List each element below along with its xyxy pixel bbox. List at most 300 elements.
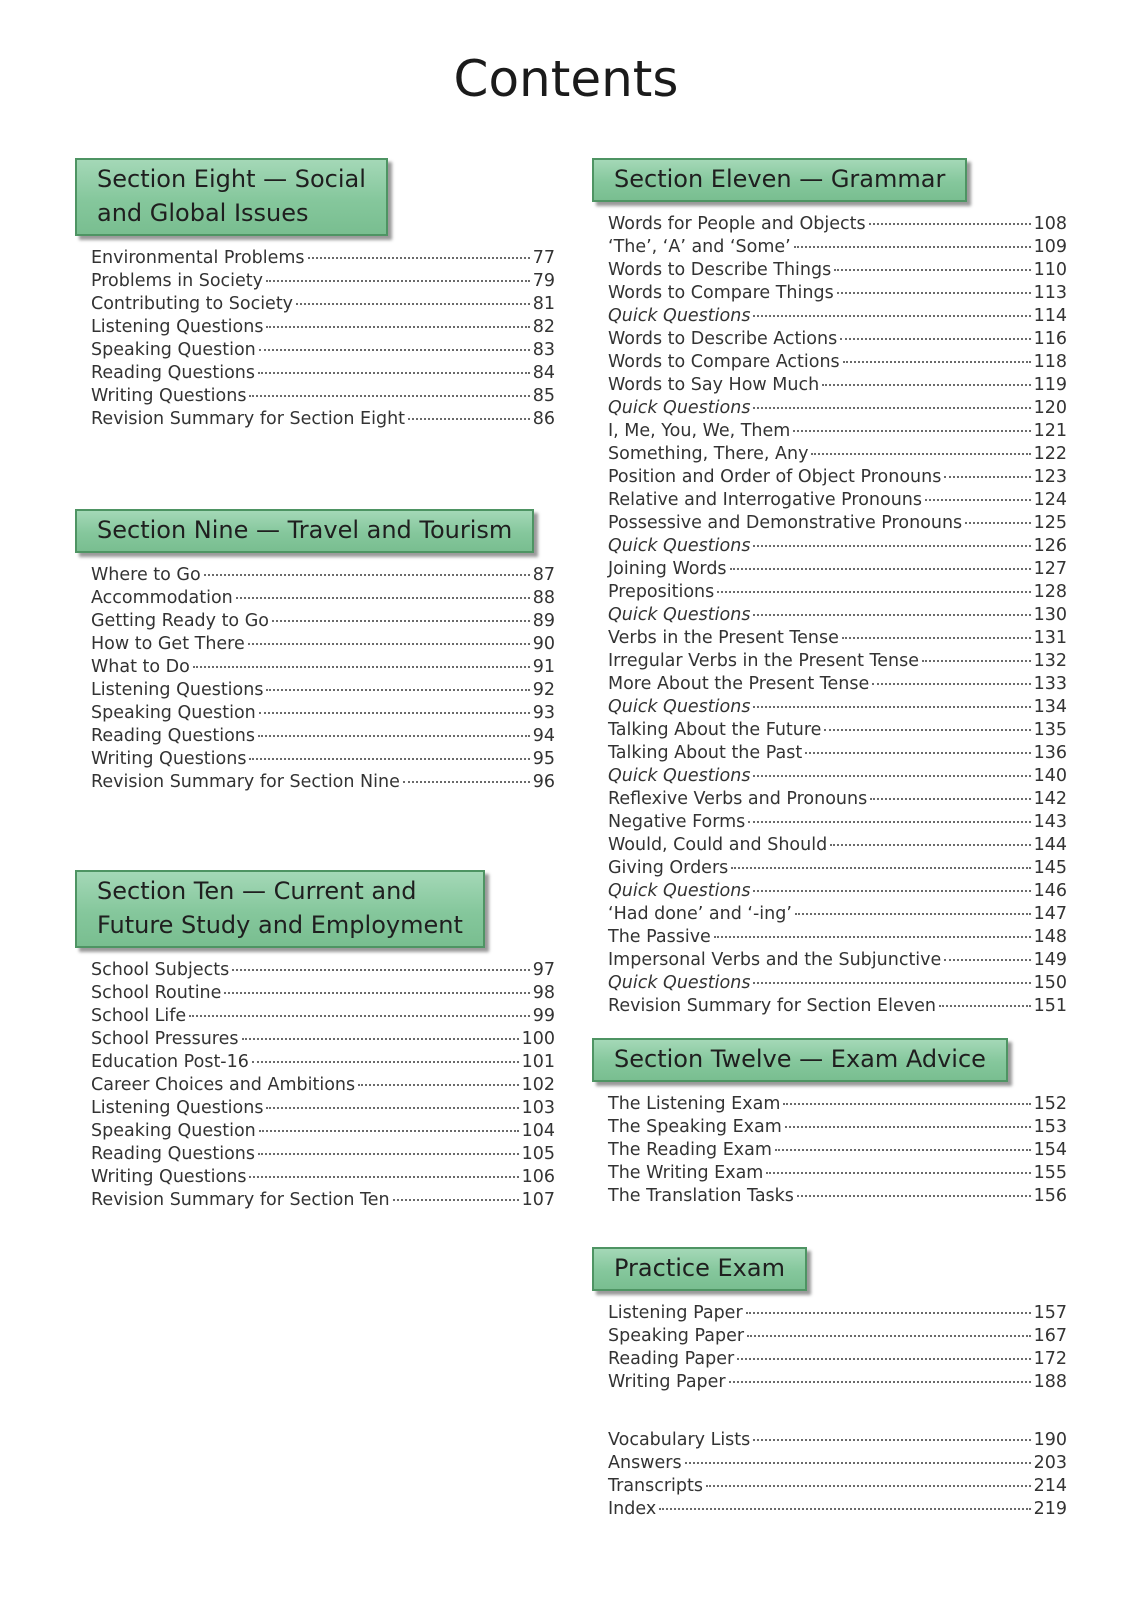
dot-leader	[872, 683, 1030, 685]
toc-entry	[608, 490, 1067, 513]
dot-leader	[766, 1172, 1030, 1174]
toc-entry-label: Reading Questions	[91, 726, 255, 746]
toc-entry-label: Writing Questions	[91, 1167, 247, 1187]
toc-entry-page: 92	[532, 680, 555, 700]
toc-entry-label: Reading Questions	[91, 363, 255, 383]
toc-entry-label: Words to Describe Actions	[608, 329, 838, 349]
toc-entry-page: 144	[1033, 835, 1067, 855]
toc-entry-page: 136	[1033, 743, 1067, 763]
section-entry-list	[608, 1303, 1067, 1395]
dot-leader	[753, 1439, 1030, 1441]
dot-leader	[266, 326, 529, 328]
dot-leader	[795, 913, 1031, 915]
dot-leader	[843, 361, 1031, 363]
dot-leader	[747, 1335, 1031, 1337]
dot-leader	[753, 706, 1030, 708]
toc-entry	[608, 927, 1067, 950]
toc-entry	[91, 726, 555, 749]
dot-leader	[403, 781, 530, 783]
toc-entry-label: Quick Questions	[608, 605, 751, 625]
toc-entry	[608, 1117, 1067, 1140]
toc-entry-label: The Writing Exam	[608, 1163, 764, 1183]
dot-leader	[408, 418, 530, 420]
dot-leader	[189, 1015, 530, 1017]
toc-entry-page: 121	[1033, 421, 1067, 441]
toc-entry-label: Education Post-16	[91, 1052, 249, 1072]
toc-entry-page: 147	[1033, 904, 1067, 924]
toc-entry-label: School Routine	[91, 983, 222, 1003]
toc-entry	[608, 651, 1067, 674]
toc-entry-page: 82	[532, 317, 555, 337]
dot-leader	[944, 959, 1030, 961]
toc-entry-page: 97	[532, 960, 555, 980]
section-nine	[75, 509, 555, 795]
toc-entry-page: 104	[521, 1121, 555, 1141]
toc-entry	[91, 1006, 555, 1029]
page-title: Contents	[453, 50, 679, 108]
toc-entry-label: School Subjects	[91, 960, 230, 980]
toc-entry-page: 153	[1033, 1117, 1067, 1137]
toc-entry	[608, 1430, 1067, 1453]
toc-entry-page: 85	[532, 386, 555, 406]
toc-entry	[608, 329, 1067, 352]
toc-entry	[608, 1140, 1067, 1163]
toc-entry-page: 93	[532, 703, 555, 723]
toc-entry-page: 157	[1033, 1303, 1067, 1323]
dot-leader	[965, 522, 1030, 524]
toc-entry-page: 83	[532, 340, 555, 360]
toc-entry-label: Quick Questions	[608, 398, 751, 418]
toc-entry	[91, 1167, 555, 1190]
toc-entry-label: Quick Questions	[608, 306, 751, 326]
toc-entry	[608, 858, 1067, 881]
toc-entry-page: 86	[532, 409, 555, 429]
toc-entry	[91, 1052, 555, 1075]
toc-entry-label: How to Get There	[91, 634, 245, 654]
toc-entry-page: 102	[521, 1075, 555, 1095]
toc-entry-page: 128	[1033, 582, 1067, 602]
toc-entry-page: 100	[521, 1029, 555, 1049]
toc-entry-page: 79	[532, 271, 555, 291]
toc-entry	[91, 1098, 555, 1121]
toc-entry	[608, 812, 1067, 835]
toc-entry-label: Revision Summary for Section Eight	[91, 409, 406, 429]
toc-entry-label: School Pressures	[91, 1029, 239, 1049]
toc-entry-label: Contributing to Society	[91, 294, 294, 314]
dot-leader	[706, 1485, 1031, 1487]
dot-leader	[193, 666, 530, 668]
toc-entry-label: Career Choices and Ambitions	[91, 1075, 356, 1095]
toc-entry	[608, 306, 1067, 329]
dot-leader	[737, 1358, 1030, 1360]
dot-leader	[731, 867, 1030, 869]
toc-entry-page: 120	[1033, 398, 1067, 418]
toc-entry	[91, 1075, 555, 1098]
dot-leader	[659, 1508, 1030, 1510]
toc-entry	[608, 421, 1067, 444]
dot-leader	[748, 821, 1030, 823]
toc-entry-label: Writing Paper	[608, 1372, 726, 1392]
toc-entry-page: 84	[532, 363, 555, 383]
toc-entry-page: 124	[1033, 490, 1067, 510]
toc-entry-page: 94	[532, 726, 555, 746]
toc-entry-page: 91	[532, 657, 555, 677]
toc-entry-label: Quick Questions	[608, 536, 751, 556]
section-eleven	[592, 158, 1067, 1019]
dot-leader	[730, 568, 1031, 570]
toc-entry	[608, 766, 1067, 789]
toc-entry	[91, 294, 555, 317]
toc-entry-page: 155	[1033, 1163, 1067, 1183]
dot-leader	[753, 545, 1030, 547]
toc-entry-page: 203	[1033, 1453, 1067, 1473]
dot-leader	[830, 844, 1030, 846]
toc-entry-label: Giving Orders	[608, 858, 729, 878]
toc-entry	[91, 565, 555, 588]
toc-entry-label: Index	[608, 1499, 657, 1519]
toc-entry	[608, 1499, 1067, 1522]
toc-entry-label: Possessive and Demonstrative Pronouns	[608, 513, 963, 533]
toc-entry	[91, 1121, 555, 1144]
toc-entry-label: ‘Had done’ and ‘-ing’	[608, 904, 792, 924]
toc-entry-page: 152	[1033, 1094, 1067, 1114]
toc-entry-page: 149	[1033, 950, 1067, 970]
dot-leader	[242, 1038, 519, 1040]
toc-entry	[608, 674, 1067, 697]
toc-entry-label: Verbs in the Present Tense	[608, 628, 839, 648]
toc-entry-page: 81	[532, 294, 555, 314]
toc-entry-label: Reflexive Verbs and Pronouns	[608, 789, 868, 809]
toc-entry	[91, 1144, 555, 1167]
toc-entry	[608, 237, 1067, 260]
section-entry-list	[608, 214, 1067, 1019]
dot-leader	[232, 969, 530, 971]
toc-entry-label: Speaking Question	[91, 1121, 256, 1141]
toc-entry	[91, 657, 555, 680]
toc-entry-page: 150	[1033, 973, 1067, 993]
toc-entry-label: Reading Paper	[608, 1349, 735, 1369]
dot-leader	[824, 729, 1030, 731]
dot-leader	[259, 1130, 519, 1132]
toc-entry-page: 126	[1033, 536, 1067, 556]
toc-entry-label: The Listening Exam	[608, 1094, 781, 1114]
toc-entry-page: 143	[1033, 812, 1067, 832]
toc-entry-label: Something, There, Any	[608, 444, 809, 464]
toc-entry	[608, 1476, 1067, 1499]
section-header: Section Nine — Travel and Tourism	[75, 509, 534, 553]
toc-entry-page: 87	[532, 565, 555, 585]
toc-entry-label: The Speaking Exam	[608, 1117, 782, 1137]
dot-leader	[785, 1126, 1031, 1128]
toc-entry-label: Answers	[608, 1453, 682, 1473]
dot-leader	[258, 735, 530, 737]
toc-entry-label: Listening Questions	[91, 680, 264, 700]
toc-entry-page: 88	[532, 588, 555, 608]
toc-entry-label: Position and Order of Object Pronouns	[608, 467, 942, 487]
section-ten	[75, 870, 555, 1213]
appendix-list	[592, 1418, 1067, 1522]
section-entry-list	[608, 1430, 1067, 1522]
toc-entry-label: More About the Present Tense	[608, 674, 870, 694]
toc-entry	[91, 772, 555, 795]
toc-entry-label: Quick Questions	[608, 881, 751, 901]
toc-entry-page: 103	[521, 1098, 555, 1118]
toc-entry-label: Speaking Question	[91, 703, 256, 723]
toc-entry-label: Problems in Society	[91, 271, 264, 291]
toc-entry	[608, 536, 1067, 559]
dot-leader	[922, 660, 1031, 662]
dot-leader	[775, 1149, 1031, 1151]
toc-entry	[608, 559, 1067, 582]
toc-entry-label: Accommodation	[91, 588, 233, 608]
toc-entry-page: 156	[1033, 1186, 1067, 1206]
toc-entry-page: 123	[1033, 467, 1067, 487]
dot-leader	[266, 1107, 518, 1109]
section-header: Practice Exam	[592, 1247, 807, 1291]
dot-leader	[870, 798, 1030, 800]
dot-leader	[296, 303, 530, 305]
toc-entry	[91, 386, 555, 409]
toc-entry-label: ‘The’, ‘A’ and ‘Some’	[608, 237, 791, 257]
toc-entry-page: 132	[1033, 651, 1067, 671]
toc-entry-page: 151	[1033, 996, 1067, 1016]
dot-leader	[258, 372, 530, 374]
toc-entry-page: 133	[1033, 674, 1067, 694]
toc-entry-label: Quick Questions	[608, 766, 751, 786]
toc-entry	[608, 697, 1067, 720]
toc-entry	[608, 444, 1067, 467]
toc-entry-page: 145	[1033, 858, 1067, 878]
toc-entry	[91, 960, 555, 983]
toc-entry-label: Relative and Interrogative Pronouns	[608, 490, 923, 510]
dot-leader	[842, 637, 1031, 639]
section-entry-list	[91, 248, 555, 432]
toc-entry-page: 98	[532, 983, 555, 1003]
toc-entry-label: Environmental Problems	[91, 248, 305, 268]
dot-leader	[204, 574, 530, 576]
toc-entry-label: Would, Could and Should	[608, 835, 828, 855]
dot-leader	[822, 384, 1030, 386]
dot-leader	[753, 982, 1030, 984]
toc-entry-label: Revision Summary for Section Nine	[91, 772, 400, 792]
toc-entry-label: I, Me, You, We, Them	[608, 421, 791, 441]
toc-entry-page: 108	[1033, 214, 1067, 234]
toc-entry-page: 105	[521, 1144, 555, 1164]
section-header: Section Twelve — Exam Advice	[592, 1038, 1008, 1082]
toc-entry-page: 77	[532, 248, 555, 268]
toc-entry-label: Irregular Verbs in the Present Tense	[608, 651, 920, 671]
section-twelve	[592, 1038, 1067, 1209]
dot-leader	[717, 591, 1030, 593]
toc-entry-page: 122	[1033, 444, 1067, 464]
toc-entry-page: 131	[1033, 628, 1067, 648]
dot-leader	[266, 689, 529, 691]
dot-leader	[249, 1176, 518, 1178]
toc-entry-page: 96	[532, 772, 555, 792]
toc-entry-page: 134	[1033, 697, 1067, 717]
toc-entry-label: Writing Questions	[91, 749, 247, 769]
toc-entry-label: Where to Go	[91, 565, 201, 585]
dot-leader	[248, 643, 530, 645]
toc-entry	[91, 634, 555, 657]
toc-entry	[91, 340, 555, 363]
toc-entry-label: Impersonal Verbs and the Subjunctive	[608, 950, 942, 970]
toc-entry	[608, 1094, 1067, 1117]
toc-entry	[608, 1349, 1067, 1372]
toc-entry	[608, 375, 1067, 398]
toc-entry	[91, 409, 555, 432]
section-entry-list	[91, 565, 555, 795]
toc-entry-page: 130	[1033, 605, 1067, 625]
dot-leader	[393, 1199, 519, 1201]
dot-leader	[272, 620, 530, 622]
section-entry-list	[608, 1094, 1067, 1209]
dot-leader	[714, 936, 1031, 938]
dot-leader	[753, 775, 1030, 777]
dot-leader	[805, 752, 1030, 754]
toc-entry	[608, 352, 1067, 375]
toc-entry	[608, 1326, 1067, 1349]
toc-entry	[91, 703, 555, 726]
toc-entry-label: Words to Compare Actions	[608, 352, 840, 372]
toc-entry-label: Reading Questions	[91, 1144, 255, 1164]
toc-entry-label: Talking About the Past	[608, 743, 803, 763]
toc-entry	[608, 605, 1067, 628]
toc-entry-label: Transcripts	[608, 1476, 704, 1496]
toc-entry-page: 167	[1033, 1326, 1067, 1346]
dot-leader	[753, 315, 1030, 317]
dot-leader	[249, 758, 529, 760]
toc-entry-label: Words to Compare Things	[608, 283, 834, 303]
dot-leader	[308, 257, 530, 259]
toc-entry	[608, 1163, 1067, 1186]
toc-entry-label: Words to Describe Things	[608, 260, 832, 280]
toc-entry-page: 106	[521, 1167, 555, 1187]
toc-entry-label: Writing Questions	[91, 386, 247, 406]
toc-entry-label: Words for People and Objects	[608, 214, 866, 234]
toc-entry-label: Words to Say How Much	[608, 375, 820, 395]
dot-leader	[266, 280, 530, 282]
toc-entry-page: 89	[532, 611, 555, 631]
toc-entry-label: The Translation Tasks	[608, 1186, 794, 1206]
toc-entry	[91, 611, 555, 634]
dot-leader	[753, 890, 1030, 892]
toc-entry	[608, 789, 1067, 812]
toc-entry-page: 107	[521, 1190, 555, 1210]
toc-entry-page: 190	[1033, 1430, 1067, 1450]
toc-entry-page: 118	[1033, 352, 1067, 372]
dot-leader	[783, 1103, 1030, 1105]
toc-entry	[608, 398, 1067, 421]
dot-leader	[944, 476, 1030, 478]
toc-entry-page: 95	[532, 749, 555, 769]
toc-entry-page: 113	[1033, 283, 1067, 303]
toc-entry-page: 140	[1033, 766, 1067, 786]
toc-entry-label: Speaking Question	[91, 340, 256, 360]
toc-entry-page: 154	[1033, 1140, 1067, 1160]
toc-entry-page: 116	[1033, 329, 1067, 349]
dot-leader	[753, 407, 1030, 409]
dot-leader	[252, 1061, 519, 1063]
toc-entry-page: 142	[1033, 789, 1067, 809]
toc-entry	[608, 720, 1067, 743]
toc-entry-label: Getting Ready to Go	[91, 611, 269, 631]
practice-exam	[592, 1247, 1067, 1395]
toc-entry-label: Prepositions	[608, 582, 715, 602]
toc-entry-label: Quick Questions	[608, 973, 751, 993]
dot-leader	[259, 349, 530, 351]
section-eight	[75, 158, 555, 432]
dot-leader	[258, 1153, 519, 1155]
toc-entry	[608, 743, 1067, 766]
toc-entry	[608, 973, 1067, 996]
toc-entry-label: School Life	[91, 1006, 187, 1026]
toc-entry	[608, 881, 1067, 904]
toc-entry	[608, 1372, 1067, 1395]
toc-entry	[608, 513, 1067, 536]
section-header: Section Ten — Current and Future Study and Employment	[75, 870, 485, 948]
toc-entry-page: 101	[521, 1052, 555, 1072]
section-header: Section Eleven — Grammar	[592, 158, 967, 202]
dot-leader	[837, 292, 1031, 294]
toc-entry	[91, 749, 555, 772]
toc-entry	[608, 835, 1067, 858]
toc-entry-label: Talking About the Future	[608, 720, 822, 740]
toc-entry-page: 172	[1033, 1349, 1067, 1369]
toc-entry	[608, 996, 1067, 1019]
section-header: Section Eight — Social and Global Issues	[75, 158, 388, 236]
dot-leader	[224, 992, 529, 994]
toc-entry	[608, 904, 1067, 927]
toc-entry-page: 148	[1033, 927, 1067, 947]
dot-leader	[794, 246, 1031, 248]
dot-leader	[746, 1312, 1031, 1314]
toc-entry	[608, 1453, 1067, 1476]
dot-leader	[236, 597, 530, 599]
toc-entry-page: 146	[1033, 881, 1067, 901]
toc-entry	[91, 271, 555, 294]
toc-entry-label: Quick Questions	[608, 697, 751, 717]
toc-entry	[608, 950, 1067, 973]
toc-entry	[91, 983, 555, 1006]
dot-leader	[249, 395, 529, 397]
toc-entry-page: 119	[1033, 375, 1067, 395]
toc-entry	[608, 260, 1067, 283]
toc-entry-page: 114	[1033, 306, 1067, 326]
toc-entry	[608, 582, 1067, 605]
toc-entry-label: Revision Summary for Section Ten	[91, 1190, 390, 1210]
dot-leader	[259, 712, 530, 714]
toc-entry	[608, 1186, 1067, 1209]
dot-leader	[939, 1005, 1031, 1007]
toc-entry-label: Negative Forms	[608, 812, 746, 832]
toc-entry-label: Vocabulary Lists	[608, 1430, 751, 1450]
toc-entry-page: 99	[532, 1006, 555, 1026]
toc-entry-label: Speaking Paper	[608, 1326, 745, 1346]
dot-leader	[811, 453, 1030, 455]
toc-entry	[91, 680, 555, 703]
toc-entry	[608, 214, 1067, 237]
toc-entry	[91, 248, 555, 271]
dot-leader	[869, 223, 1031, 225]
toc-entry-page: 125	[1033, 513, 1067, 533]
toc-entry-label: The Reading Exam	[608, 1140, 772, 1160]
toc-entry-label: Listening Questions	[91, 1098, 264, 1118]
toc-entry	[608, 628, 1067, 651]
toc-entry	[91, 317, 555, 340]
toc-entry-page: 127	[1033, 559, 1067, 579]
toc-entry-page: 188	[1033, 1372, 1067, 1392]
